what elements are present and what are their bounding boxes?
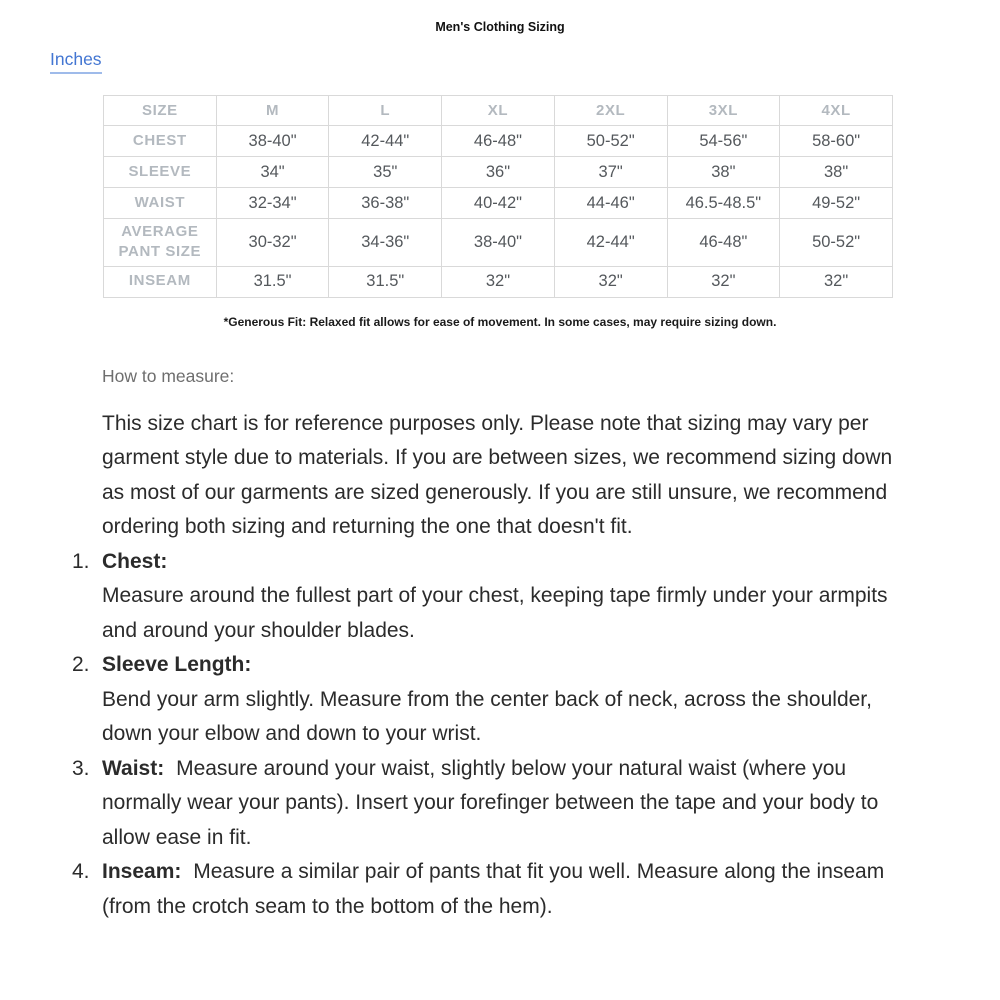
step-label: Waist:	[102, 756, 165, 780]
table-cell: 31.5"	[329, 266, 442, 297]
step-label: Inseam:	[102, 860, 182, 883]
table-cell: 37"	[554, 157, 667, 188]
table-cell: 46-48"	[442, 126, 555, 157]
table-cell: 32"	[780, 266, 893, 297]
step-content	[102, 855, 894, 924]
how-to-measure-section	[72, 365, 894, 925]
table-cell: 35"	[329, 157, 442, 188]
table-cell: 46-48"	[667, 219, 780, 267]
row-label-sleeve: SLEEVE	[104, 157, 217, 188]
table-row-waist	[104, 188, 893, 219]
table-cell: 42-44"	[554, 219, 667, 267]
table-cell: 32"	[442, 266, 555, 297]
step-text: Measure around the fullest part of your chest, keeping tape firmly under your armpits and around your shoulder blades.	[102, 584, 888, 642]
how-to-measure-heading: How to measure:	[102, 365, 235, 386]
table-cell: 38-40"	[442, 219, 555, 267]
step-number: 4.	[72, 860, 90, 883]
table-cell: 50-52"	[554, 126, 667, 157]
step-sleeve-length	[72, 648, 894, 752]
generous-fit-footnote: *Generous Fit: Relaxed fit allows for ease of movement. In some cases, may require sizing down.	[223, 314, 777, 329]
table-cell: 34"	[216, 157, 329, 188]
table-cell: 42-44"	[329, 126, 442, 157]
step-number: 1.	[72, 549, 90, 573]
row-label-inseam: INSEAM	[104, 266, 217, 297]
table-cell: 38"	[667, 157, 780, 188]
page-title: Men's Clothing Sizing	[435, 20, 565, 34]
step-number: 3.	[72, 756, 90, 780]
step-inseam	[72, 855, 894, 924]
step-content	[102, 752, 894, 856]
table-cell: 54-56"	[667, 126, 780, 157]
table-row-average-pant-size	[104, 219, 893, 267]
step-waist	[72, 752, 894, 856]
table-header-row	[104, 96, 893, 126]
table-cell: 50-52"	[780, 219, 893, 267]
row-label-waist: WAIST	[104, 188, 217, 219]
column-header-xl: XL	[442, 96, 555, 126]
step-content	[102, 648, 894, 752]
table-row-sleeve	[104, 157, 893, 188]
step-text: Bend your arm slightly. Measure from the center back of neck, across the shoulder, down your elbow and down to your wrist.	[102, 687, 872, 745]
step-label: Chest:	[102, 549, 168, 573]
column-header-2xl: 2XL	[554, 96, 667, 126]
step-content	[102, 545, 894, 649]
table-cell: 32-34"	[216, 188, 329, 219]
table-cell: 49-52"	[780, 188, 893, 219]
row-label-average-pant-size: AVERAGE PANT SIZE	[104, 219, 217, 267]
table-cell: 36-38"	[329, 188, 442, 219]
table-cell: 46.5-48.5"	[667, 188, 780, 219]
table-cell: 34-36"	[329, 219, 442, 267]
sizing-intro-paragraph: This size chart is for reference purposes only. Please note that sizing may vary per garment style due to materials. If you are between sizes, we recommend sizing down as most of our garments are sized generously. If you are still unsure, we recommend ordering both sizing and returning the one that doesn't fit.	[102, 411, 893, 538]
table-cell: 31.5"	[216, 266, 329, 297]
table-cell: 30-32"	[216, 219, 329, 267]
inches-units-link[interactable]: Inches	[50, 49, 102, 74]
table-cell: 36"	[442, 157, 555, 188]
column-header-l: L	[329, 96, 442, 126]
table-cell: 40-42"	[442, 188, 555, 219]
table-cell: 58-60"	[780, 126, 893, 157]
step-number: 2.	[72, 653, 90, 676]
table-cell: 38-40"	[216, 126, 329, 157]
table-row-chest	[104, 126, 893, 157]
column-header-4xl: 4XL	[780, 96, 893, 126]
units-bar	[50, 49, 1000, 74]
table-row-inseam	[104, 266, 893, 297]
table-cell: 32"	[667, 266, 780, 297]
table-cell: 38"	[780, 157, 893, 188]
measuring-steps-list	[72, 545, 894, 925]
table-cell: 44-46"	[554, 188, 667, 219]
step-text: Measure a similar pair of pants that fit you well. Measure along the inseam (from the crotch seam to the bottom of the hem).	[102, 860, 885, 918]
column-header-m: M	[216, 96, 329, 126]
step-label: Sleeve Length:	[102, 653, 252, 676]
step-chest	[72, 545, 894, 649]
column-header-3xl: 3XL	[667, 96, 780, 126]
size-chart-table	[103, 95, 893, 298]
column-header-size: SIZE	[104, 96, 217, 126]
row-label-chest: CHEST	[104, 126, 217, 157]
step-text: Measure around your waist, slightly below your natural waist (where you normally wear your pants). Insert your forefinger between the tape and your body to allow ease in fit.	[102, 756, 879, 849]
table-cell: 32"	[554, 266, 667, 297]
